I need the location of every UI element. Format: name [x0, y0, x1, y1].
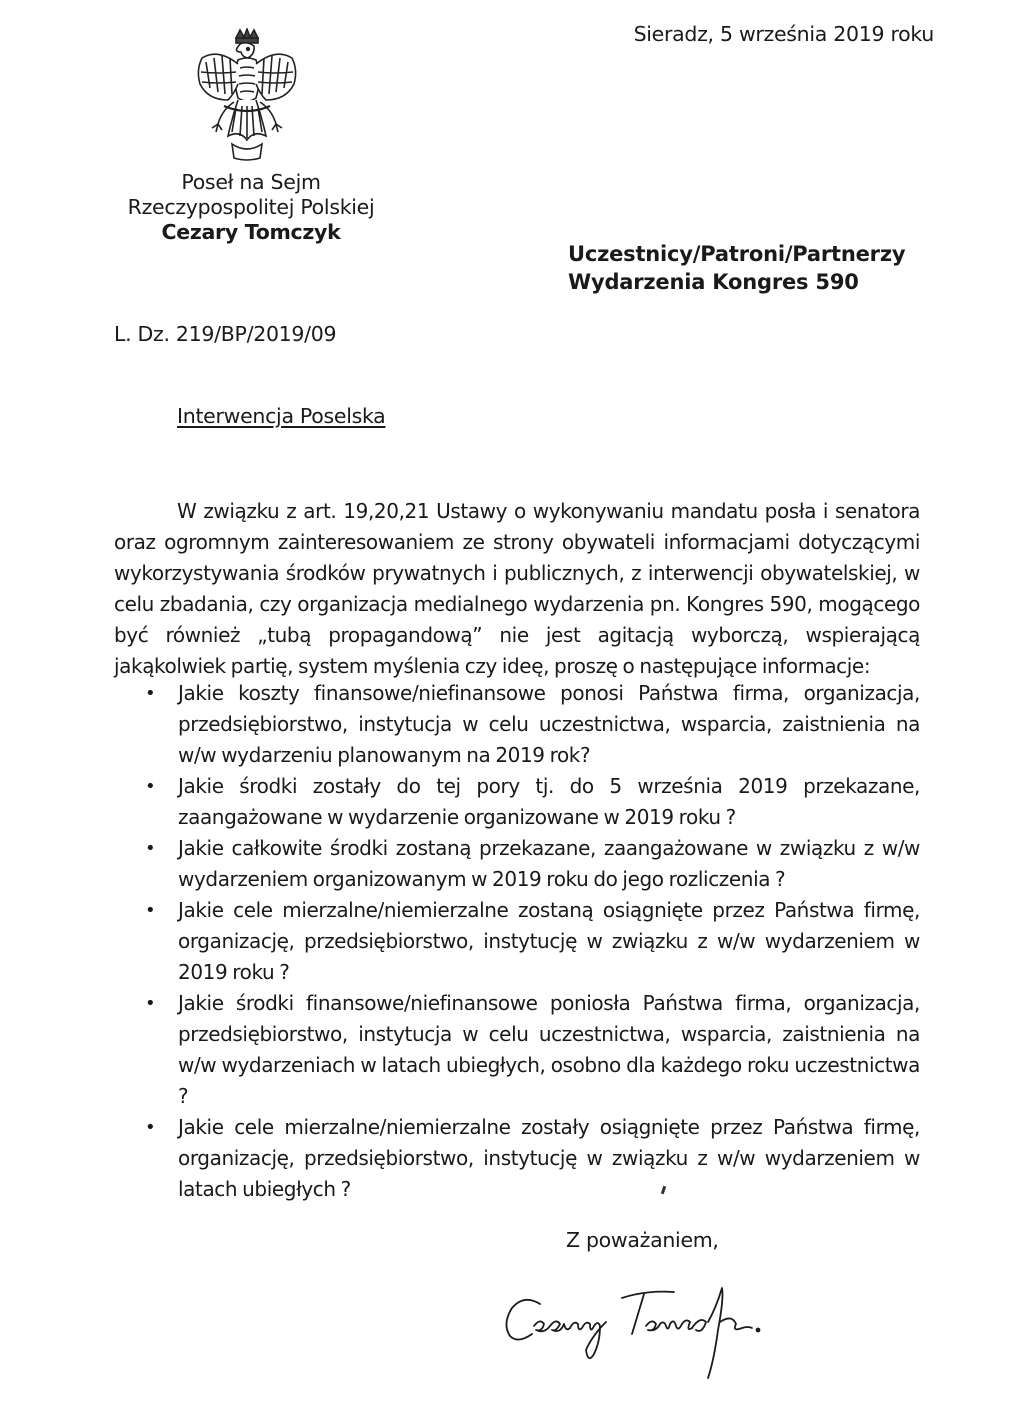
sender-title: Poseł na Sejm [181, 170, 321, 194]
bullet-icon: • [145, 1117, 156, 1138]
list-item: • Jakie środki zostały do tej pory tj. do 5 września 2019 przekazane, zaangażowane w wydarzenie organizowane w 2019 roku ? [114, 771, 920, 833]
sender-block [112, 170, 390, 245]
letter-date: Sieradz, 5 września 2019 roku [633, 22, 934, 46]
letter-body [114, 496, 920, 682]
list-item: • Jakie całkowite środki zostaną przekazane, zaangażowane w związku z w/w wydarzeniem organizowanym w 2019 roku do jego rozliczenia ? [114, 833, 920, 895]
list-item: • Jakie cele mierzalne/niemierzalne zostały osiągnięte przez Państwa firmę, organizację, przedsiębiorstwo, instytucję w związku z w/w wydarzeniem w latach ubiegłych ? [114, 1112, 920, 1205]
sender-institution: Rzeczypospolitej Polskiej [127, 195, 375, 219]
bullet-icon: • [145, 993, 156, 1014]
questions-list [114, 678, 920, 1205]
bullet-icon: • [145, 900, 156, 921]
bullet-icon: • [145, 776, 156, 797]
recipient-block [568, 240, 905, 296]
handwritten-signature [496, 1268, 786, 1388]
list-item: • Jakie środki finansowe/niefinansowe poniosła Państwa firma, organizacja, przedsiębiorstwo, instytucja w celu uczestnictwa, wsparcia, zaistnienia na w/w wydarzeniach w latach ubiegłych, osobno dla każdego roku uczestnictwa ? [114, 988, 920, 1112]
letter-subject: Interwencja Poselska [177, 404, 386, 428]
sender-name: Cezary Tomczyk [161, 220, 341, 244]
intro-paragraph: W związku z art. 19,20,21 Ustawy o wykonywaniu mandatu posła i senatora oraz ogromnym zainteresowaniem ze strony obywateli informacjami dotyczącymi wykorzystywania środków prywatnych i publicznych, z interwencji obywatelskiej, w celu zbadania, czy organizacja medialnego wydarzenia pn. Kongres 590, mogącego być również „tubą propagandową” nie jest agitacją wyborczą, wspierającą jakąkolwiek partię, system myślenia czy ideę, proszę o następujące informacje: [114, 499, 920, 678]
closing-phrase: Z poważaniem, [566, 1228, 719, 1252]
list-item: • Jakie cele mierzalne/niemierzalne zostaną osiągnięte przez Państwa firmę, organizację, przedsiębiorstwo, instytucję w związku z w/w wydarzeniem w 2019 roku ? [114, 895, 920, 988]
reference-number: L. Dz. 219/BP/2019/09 [114, 322, 337, 346]
recipient-line-2: Wydarzenia Kongres 590 [568, 270, 859, 294]
recipient-line-1: Uczestnicy/Patroni/Partnerzy [568, 242, 906, 266]
polish-eagle-emblem-icon [188, 28, 306, 163]
bullet-icon: • [145, 683, 156, 704]
list-item: • Jakie koszty finansowe/niefinansowe ponosi Państwa firma, organizacja, przedsiębiorstwo, instytucja w celu uczestnictwa, wsparcia, zaistnienia na w/w wydarzeniu planowanym na 2019 rok? [114, 678, 920, 771]
bullet-icon: • [145, 838, 156, 859]
